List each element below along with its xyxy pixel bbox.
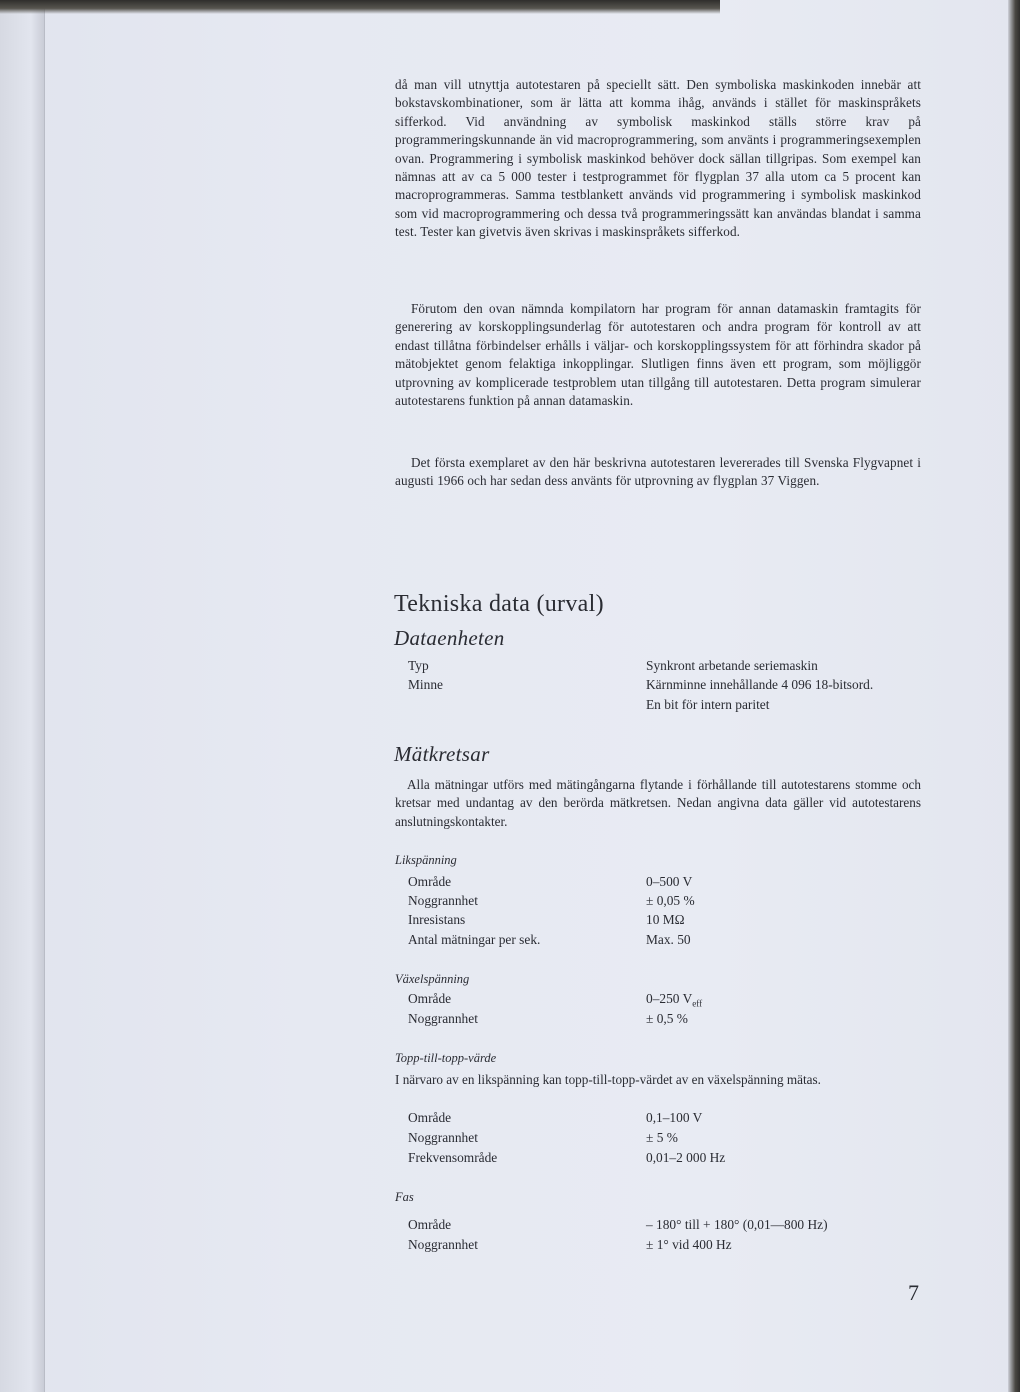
minne-value-2: En bit för intern paritet	[646, 697, 770, 712]
likspanning-inresistans-value: 10 MΩ	[646, 912, 685, 927]
right-page-edge	[1008, 0, 1020, 1392]
top-shadow-strip	[0, 0, 720, 14]
body-paragraph-2: Förutom den ovan nämnda kompilatorn har program för annan datamaskin framtagits för generering av korskopplingsunderlag för autotestaren och andra program för kontroll av att endast tillåtna förbindelser erhålls i väljar- och korskopplingssystem för att förhindra skador på mätobjektet genom felaktiga inkopplingar. Slutligen finns även ett program, som möjliggör utprovning av komplicerade testproblem utan tillgång till autotestaren. Detta program simulerar autotestarens funktion på annan datamaskin.	[395, 301, 921, 409]
binding-edge	[0, 0, 45, 1392]
likspanning-omrade-label: Område	[408, 874, 452, 889]
topp-intro: I närvaro av en likspänning kan topp-till-topp-värdet av en växelspänning mätas.	[395, 1072, 821, 1087]
topp-frekvens-label: Frekvensområde	[408, 1150, 498, 1165]
vaxelspanning-noggrannhet-label: Noggrannhet	[408, 1011, 478, 1026]
vaxelspanning-omrade-label: Område	[408, 991, 452, 1006]
matkretsar-intro: Alla mätningar utförs med mätingångarna flytande i förhållande till autotestarens stomme och kretsar med undantag av den berörda mätkretsen. Nedan angivna data gäller vid autotestarens anslutningskontakter.	[395, 777, 921, 829]
page-number: 7	[908, 1280, 919, 1305]
minne-value-1: Kärnminne innehållande 4 096 18-bitsord.	[646, 677, 874, 692]
fas-noggrannhet-value: ± 1° vid 400 Hz	[646, 1237, 732, 1252]
minne-label: Minne	[408, 677, 443, 692]
fas-noggrannhet-label: Noggrannhet	[408, 1237, 478, 1252]
typ-label: Typ	[408, 658, 429, 673]
topp-heading: Topp-till-topp-värde	[395, 1051, 497, 1065]
matkretsar-heading: Mätkretsar	[394, 742, 490, 766]
likspanning-antal-label: Antal mätningar per sek.	[408, 932, 541, 947]
likspanning-noggrannhet-label: Noggrannhet	[408, 893, 478, 908]
topp-omrade-label: Område	[408, 1110, 452, 1125]
section-title: Tekniska data (urval)	[394, 591, 604, 617]
likspanning-inresistans-label: Inresistans	[408, 912, 466, 927]
vaxelspanning-omrade-number: 0–250 V	[646, 991, 693, 1006]
dataenheten-heading: Dataenheten	[394, 626, 505, 650]
fas-omrade-value: – 180° till + 180° (0,01—800 Hz)	[646, 1217, 828, 1232]
vaxelspanning-heading: Växelspänning	[395, 972, 470, 986]
topp-omrade-value: 0,1–100 V	[646, 1110, 703, 1125]
vaxelspanning-omrade-subscript: eff	[692, 998, 703, 1009]
likspanning-noggrannhet-value: ± 0,05 %	[646, 893, 695, 908]
fas-omrade-label: Område	[408, 1217, 452, 1232]
typ-value: Synkront arbetande seriemaskin	[646, 658, 818, 673]
likspanning-omrade-value: 0–500 V	[646, 874, 693, 889]
topp-frekvens-value: 0,01–2 000 Hz	[646, 1150, 726, 1165]
topp-noggrannhet-value: ± 5 %	[646, 1130, 678, 1145]
likspanning-antal-value: Max. 50	[646, 932, 691, 947]
topp-noggrannhet-label: Noggrannhet	[408, 1130, 478, 1145]
fas-heading: Fas	[395, 1190, 414, 1204]
vaxelspanning-omrade-value	[646, 991, 702, 1009]
likspanning-heading: Likspänning	[395, 853, 457, 867]
body-paragraph-1: då man vill utnyttja autotestaren på speciellt sätt. Den symboliska maskinkoden innebär att bokstavskombinationer, som är lätta att komma ihåg, används i stället för maskinspråkets sifferkod. Vid användning av symbolisk maskinkod ställs större krav på programmeringskunnande än vid macroprogrammering, som använts i programmeringsexemplen ovan. Programmering i symbolisk maskinkod behöver dock sällan tillgripas. Som exempel kan nämnas att av ca 5 000 tester i testprogrammet för flygplan 37 alla utom ca 5 procent kan macroprogrammeras. Samma testblankett används vid programmering i symbolisk maskinkod som vid macroprogrammering och dessa två programmeringssätt kan användas blandat i samma test. Tester kan givetvis även skrivas i maskinspråkets sifferkod.	[395, 77, 921, 240]
vaxelspanning-noggrannhet-value: ± 0,5 %	[646, 1011, 688, 1026]
body-paragraph-3: Det första exemplaret av den här beskrivna autotestaren levererades till Svenska Flygvapnet i augusti 1966 och har sedan dess använts för utprovning av flygplan 37 Viggen.	[395, 455, 921, 489]
